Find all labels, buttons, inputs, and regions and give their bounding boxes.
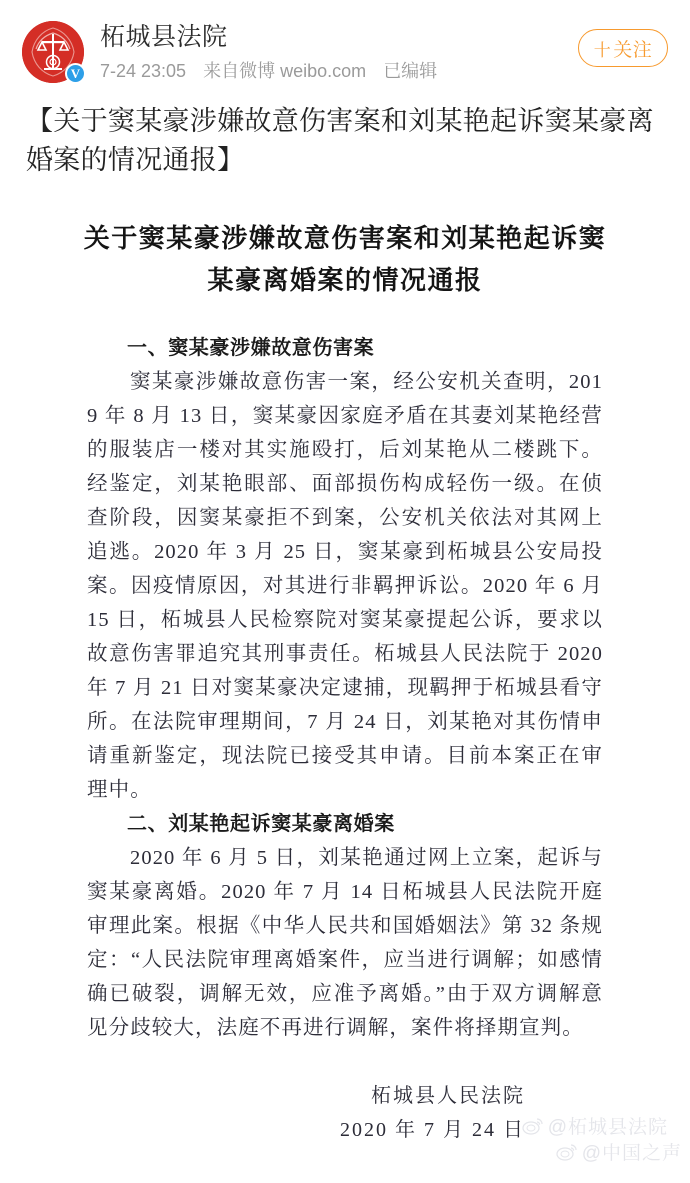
document-image[interactable] xyxy=(0,218,690,1183)
watermark-cnr-label: @中国之声 xyxy=(581,1143,682,1165)
post-edited-flag: 已编辑 xyxy=(383,61,438,82)
section-heading-one: 一、窦某豪涉嫌故意伤害案 xyxy=(127,337,375,360)
document-title: 关于窦某豪涉嫌故意伤害案和刘某艳起诉窦某豪离婚案的情况通报 xyxy=(83,224,607,295)
weibo-logo-icon xyxy=(522,1116,544,1135)
post-header xyxy=(0,0,690,100)
section-heading-two: 二、刘某艳起诉窦某豪离婚案 xyxy=(127,813,395,836)
plus-icon: 十 xyxy=(593,40,612,61)
signature-date: 2020 年 7 月 24 日 xyxy=(340,1119,525,1142)
post-meta xyxy=(100,60,670,83)
watermark-court xyxy=(522,1112,668,1139)
signature-organization: 柘城县人民法院 xyxy=(371,1085,525,1108)
post-timestamp: 7-24 23:05 xyxy=(100,61,187,82)
document-body xyxy=(87,331,603,1147)
section-paragraph-two: 2020 年 6 月 5 日，刘某艳通过网上立案，起诉与窦某豪离婚。2020 年 7 月 14 日柘城县人民法院开庭审理此案。根据《中华人民共和国婚姻法》第 32 条规定：“人民法院审理离婚案件，应当进行调解；如感情确已破裂，调解无效，应准予离婚。”由于双方调解意见分歧较大，法庭不再进行调解，案件将择期宣判。 xyxy=(87,847,603,1040)
post-source[interactable]: 来自微博 weibo.com xyxy=(203,61,367,82)
account-name[interactable]: 柘城县法院 xyxy=(100,23,228,51)
document-signature xyxy=(87,1079,525,1147)
weibo-logo-icon xyxy=(556,1142,578,1161)
avatar[interactable] xyxy=(22,21,84,83)
post-text: 【关于窦某豪涉嫌故意伤害案和刘某艳起诉窦某豪离婚案的情况通报】 xyxy=(26,106,654,176)
follow-button[interactable] xyxy=(578,29,668,67)
section-paragraph-one: 窦某豪涉嫌故意伤害一案，经公安机关查明，2019 年 8 月 13 日，窦某豪因家庭矛盾在其妻刘某艳经营的服装店一楼对其实施殴打，后刘某艳从二楼跳下。经鉴定，刘某艳眼部、面部损伤构成轻伤一级。在侦查阶段，因窦某豪拒不到案，公安机关依法对其网上追逃。2020 年 3 月 25 日，窦某豪到柘城县公安局投案。因疫情原因，对其进行非羁押诉讼。2020 年 6 月 15 日，柘城县人民检察院对窦某豪提起公诉，要求以故意伤害罪追究其刑事责任。柘城县人民法院于 2020 年 7 月 21 日对窦某豪决定逮捕，现羁押于柘城县看守所。在法院审理期间，7 月 24 日，刘某艳对其伤情申请重新鉴定，现法院已接受其申请。目前本案正在审理中。 xyxy=(87,371,603,802)
verified-badge-icon: V xyxy=(65,63,86,84)
follow-button-label: 关注 xyxy=(613,39,653,61)
watermark-cnr xyxy=(556,1138,682,1165)
watermark-court-label: @柘城县法院 xyxy=(547,1117,668,1139)
document-page xyxy=(0,218,690,1183)
